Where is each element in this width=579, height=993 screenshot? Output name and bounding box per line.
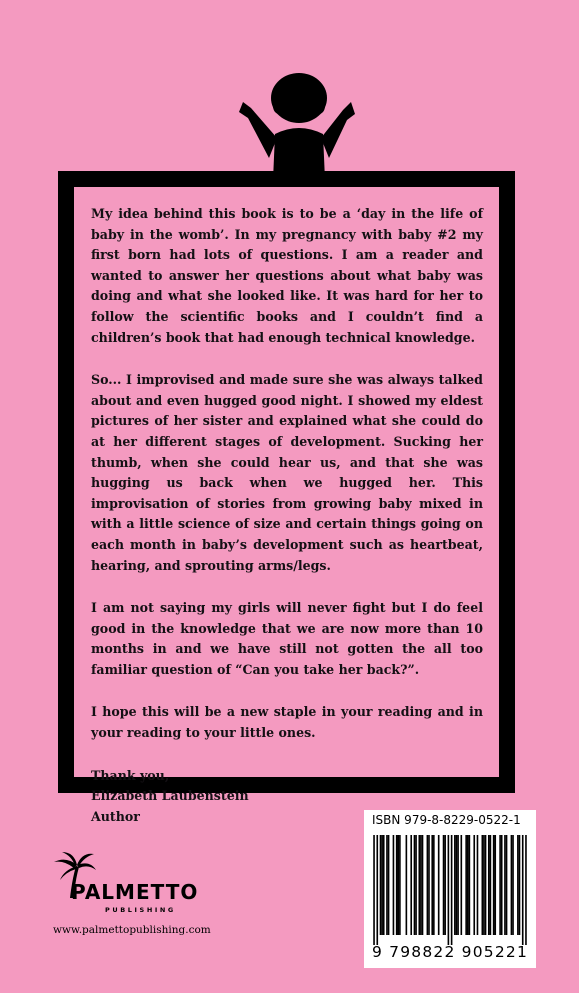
barcode-bar (448, 835, 450, 945)
barcode-bar (422, 835, 424, 935)
barcode-bar (467, 835, 469, 935)
barcode-bar (488, 835, 490, 935)
barcode-bar (393, 835, 395, 935)
barcode-bar (396, 835, 398, 935)
barcode-bar (456, 835, 458, 935)
barcode-bar (473, 835, 475, 935)
barcode-bar (381, 835, 383, 935)
signature-closing: Thank you, (91, 767, 170, 783)
barcode-bar (383, 835, 385, 935)
barcode (370, 835, 530, 945)
barcode-bar (433, 835, 435, 935)
barcode-bar (397, 835, 399, 935)
barcode-bar (388, 835, 390, 935)
publisher-subtitle: PUBLISHING (105, 906, 176, 914)
barcode-bar (512, 835, 514, 935)
barcode-bar (511, 835, 513, 935)
barcode-bar (431, 835, 433, 935)
barcode-number: 9 798822 905221 (371, 943, 529, 961)
barcode-bar (443, 835, 445, 935)
barcode-bar (465, 835, 467, 935)
barcode-bar (410, 835, 412, 935)
barcode-bar (438, 835, 440, 935)
barcode-bar (522, 835, 524, 945)
isbn-label: ISBN 979-8-8229-0522-1 (372, 813, 521, 827)
barcode-bar (399, 835, 401, 935)
barcode-bar (525, 835, 527, 945)
barcode-bar (418, 835, 420, 935)
publisher-name: PALMETTO (71, 880, 199, 904)
barcode-bar (501, 835, 503, 935)
barcode-bar (428, 835, 430, 935)
barcode-bar (494, 835, 496, 935)
barcode-bar (380, 835, 382, 935)
barcode-bar (461, 835, 463, 935)
body-paragraph: My idea behind this book is to be a ‘day in the life of baby in the womb’. In my pregnancy with baby #2 my first born had lots of questions. I am a reader and wanted to answer her questions about what baby was doing and what she looked like. It was hard for her to follow the scientific books and I couldn’t find a children’s book that had enough technical knowledge. (91, 206, 483, 345)
barcode-bar (451, 835, 453, 945)
body-paragraph: I am not saying my girls will never fight but I do feel good in the knowledge that we are now more than 10 months in and we have still not gotten the all too familiar question of “Can you take her back?”. (91, 600, 483, 677)
body-paragraph: So... I improvised and made sure she was always talked about and even hugged good night. I showed my eldest pictures of her sister and explained what she could do at her different stages of development. Sucking her thumb, when she could hear us, and that she was hugging us back when we hugged her. This improvisation of stories from growing baby mixed in with a little science of size and certain things going on each month in baby’s development such as heartbeat, hearing, and sprouting arms/legs. (91, 372, 483, 573)
signature-name: Elizabeth Laubenstein (91, 788, 249, 804)
barcode-bar (499, 835, 501, 935)
barcode-bar (519, 835, 521, 935)
barcode-bar (373, 835, 375, 945)
child-silhouette-icon (235, 72, 360, 180)
barcode-bar (506, 835, 508, 935)
barcode-bar (493, 835, 495, 935)
barcode-bar (477, 835, 479, 935)
signature-role: Author (91, 808, 140, 824)
barcode-bar (504, 835, 506, 935)
barcode-box (364, 810, 536, 968)
barcode-bar (454, 835, 456, 935)
barcode-bar (490, 835, 492, 935)
barcode-bar (457, 835, 459, 935)
barcode-bar (483, 835, 485, 935)
barcode-bar (485, 835, 487, 935)
barcode-bar (444, 835, 446, 935)
body-paragraph: I hope this will be a new staple in your reading and in your reading to your little ones. (91, 704, 483, 741)
barcode-bar (482, 835, 484, 935)
barcode-bar (414, 835, 416, 935)
barcode-bar (469, 835, 471, 935)
publisher-website[interactable]: www.palmettopublishing.com (53, 924, 211, 936)
barcode-bar (517, 835, 519, 935)
barcode-bar (415, 835, 417, 935)
barcode-bar (406, 835, 408, 935)
barcode-bar (427, 835, 429, 935)
barcode-bar (386, 835, 388, 935)
barcode-bar (376, 835, 378, 945)
barcode-bar (420, 835, 422, 935)
